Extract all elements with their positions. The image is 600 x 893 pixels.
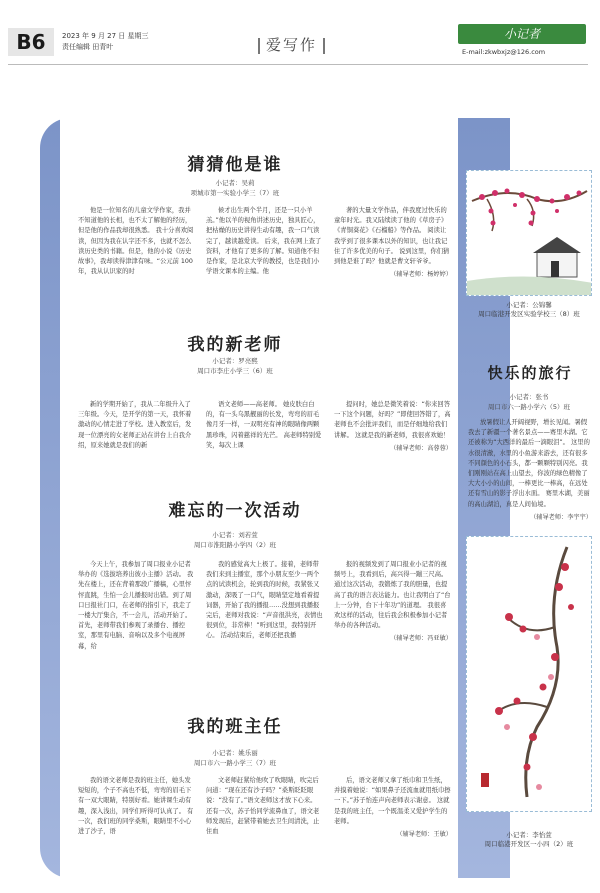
article-title: 快乐的旅行: [487, 364, 573, 382]
text-column: 我的语文老师是我的班主任，她头发短短的，个子不高也不低，弯弯的眉毛下有一双大眼睛，特别好看。她讲课生动有趣，深入浅出，同学们听得可认真了。 有一次，我们班的同学桑斯，眼睛里不小心进了沙子，语: [78, 777, 194, 836]
article-title: 我的班主任: [187, 717, 283, 737]
text-column: 新的学期开始了，我从二年级升入了三年级。今天，是开学的第一天，我怀着激动的心情走进了学校。进入教室后，发现一位漂亮的女老师正站在讲台上自我介绍，原来她就是我们的新: [78, 401, 192, 449]
plum-blossom-painting-icon: [467, 537, 592, 812]
column-text: 报的视频发到了周口报业小记者的视频号上，我看到后，高兴得一蹦三尺高。 通过这次活动，我锻炼了我的胆量，也提高了我的语言表达能力。也让我明白了“台上一分钟，台下十年功”的道理。 我很喜欢这样的活动，往后我会积极参加小记者举办的各种活动。: [334, 561, 451, 630]
coach-credit: （辅导老师：李宇宇）: [530, 513, 592, 521]
brand-logo: 小记者: [458, 24, 586, 44]
school: 周口市六一路小学六（5）班: [487, 403, 571, 411]
page-header: [0, 0, 600, 68]
author: 小记者：罗亮熙: [212, 357, 258, 365]
divider: [258, 38, 260, 54]
author: 小记者：姚乐丽: [212, 749, 258, 757]
text-column: [334, 400, 452, 464]
text-column: 文老师赶紧给他吹了吹眼睛，吹完后问道：“现在还有沙子吗？”桑斯眨眨眼说：“没有了。”语文老师这才放下心来。 还有一次，苏子怡同学流鼻血了，语文老师发现后，赶紧带着她去卫生间清洗，止住血: [206, 777, 320, 836]
article-byline: [466, 392, 592, 412]
article-body: [78, 560, 452, 684]
divider: [323, 38, 325, 54]
text-column: [334, 776, 452, 876]
author: 小记者：刘若萱: [212, 531, 258, 539]
editor-line: 责任编辑 田青叶: [62, 43, 114, 51]
school: 周口临港开发区实验学校三（8）班: [478, 310, 580, 318]
school: 周口市六一路小学三（7）班: [193, 759, 277, 767]
article-title: 我的新老师: [187, 335, 283, 355]
header-rule: [8, 64, 588, 65]
article-body: [468, 418, 592, 523]
column-text: 后，语文老师又拿了纸巾和卫生纸，并摸着她说：“如果鼻子还流血就用纸巾擦一下。”苏子怡连声向老师表示谢意。 这就是我的班主任，一个既温柔又爱护学生的老师。: [334, 777, 451, 825]
author: 小记者：李怡萱: [506, 831, 552, 839]
section-title: [252, 34, 331, 55]
article-byline: [120, 530, 350, 550]
illustration-painting: [466, 536, 592, 812]
column-text: 提问时，她总是微笑着说：“你来回答一下这个问题，好吗？”即使回答错了，高老师也不会批评我们，而是仔细地给我们讲解。 这就是我的新老师，我很喜欢她！: [334, 401, 451, 439]
page-number: B6: [8, 28, 54, 56]
school: 周口市李庄小学三（6）班: [197, 367, 273, 375]
email-address: E-mail:zkwbxjz@126.com: [462, 48, 546, 56]
column-text: 著的大量文学作品，伴我度过快乐的童年时光。我又陆续读了他的《草房子》《青铜葵花》《石榴船》等作品。 阅读让我学到了很多课本以外的知识，也让我记住了许多优美的句子。 说到这里，你们猜到他是谁了吗？他就是曹文轩爷爷。: [334, 207, 450, 266]
article-byline: [120, 748, 350, 768]
coach-credit: （辅导老师：高蓉蓉）: [390, 444, 452, 452]
school: 周口市淮阳路小学四（2）班: [193, 541, 277, 549]
article-body: [78, 776, 452, 876]
blossom-painting-icon: [467, 171, 592, 296]
school: 周口临港开发区一小四（2）班: [484, 840, 574, 848]
coach-credit: （辅导老师：王敏）: [396, 831, 452, 839]
illustration-caption: [466, 300, 592, 318]
section-label: 爱写作: [266, 36, 318, 54]
text-column: 今天上午，我参加了周口报业小记者举办的《选拔培养出彼小主播》活动。 我先在楼上，还在背着那段广播稿，心里怦怦直跳，生怕一会儿播报时出错。到了周口日报社门口，在老师的指引下，我走了一楼大厅集合，不一会儿，活动开始了。首先，老师带我们参观了录播台、播控室，那里有电脑、音响以及多个电视屏幕，给: [78, 561, 194, 650]
column-text: 放暑假让人开阔视野，增长见闻。暑假我去了新疆一个著名景点——赛里木湖。它还被称为“大西洋的最后一滴眼泪”。 这里的水很清澈，水里的小鱼游来游去，还有很多不同颜色的小石头，都一颗颗特别闪亮。我们刚刚站在高上山望去，你波的绿色精像了大大小小的山间，一棒更比一棒高，在远处还有雪山的影子浮出水面。 赛里木湖，美丽的高山湖泊，真是人间仙境。: [468, 419, 590, 508]
text-column: [334, 560, 452, 684]
text-column: [334, 206, 452, 300]
article-title: 难忘的一次活动: [168, 501, 302, 521]
author: 小记者：公锦馨: [506, 301, 552, 309]
coach-credit: （辅导老师：杨婷婷）: [390, 271, 452, 279]
text-column: 候才出生两个半月，还是一只小羊羔。”他以羊的视角讲述历史，独具匠心，把枯燥的历史讲得生动有趣，我一口气读完了，越读越爱读。 后来，我在网上查了资料，才他有了更多的了解。知道他不但是作家，是北京大学的教授，也是我们小学语文课本的主编。他: [206, 207, 322, 276]
issue-date: 2023 年 9 月 27 日 星期三: [62, 32, 149, 40]
article-byline: [120, 178, 350, 198]
author: 小记者：吴莉: [215, 179, 255, 187]
article-body: [78, 206, 452, 300]
text-column: 我的感觉高大上极了。接着，老师带我们来到主播室，那个小朋友至少一两个点的试读机会，轮到我的时候，我紧张又激动，深吸了一口气，眼睛坚定地看着提词器，开始了我的播报……没想到我播报完后，老师对我说：“声音很洪亮，表情也很到位，非常棒！”听到这里，我特别开心。 活动结束后，老师还把我播: [206, 561, 323, 640]
school: 项城市第一实验小学三（7）班: [190, 189, 280, 197]
illustration-caption: [466, 830, 592, 848]
illustration-painting: [466, 170, 592, 296]
coach-credit: （辅导老师：冯亚敏）: [390, 635, 452, 643]
text-column: 他是一位知名的儿童文学作家，我并不知道他的长相，也不太了解他的经历，但是他的作品我却很熟悉。 我十分喜欢阅读，但因为我在认字还不多，也就不怎么读历史类的书籍。但是，他的小说《历史故事》，我却读得津津有味。“公元前 100 年，我从认识家的时: [78, 207, 194, 276]
article-byline: [120, 356, 350, 376]
text-column: 语文老师——高老师。 她皮肤白白的，有一头乌黑靓丽的长发，弯弯的眉毛像月牙一样，一双明亮有神的眼睛像两颗黑珍珠，闪着慈祥的光芒。 高老师特别爱笑，每次上课: [206, 401, 322, 449]
author: 小记者：张书: [509, 393, 549, 401]
article-body: [78, 400, 452, 464]
article-title: 猜猜他是谁: [187, 155, 283, 175]
